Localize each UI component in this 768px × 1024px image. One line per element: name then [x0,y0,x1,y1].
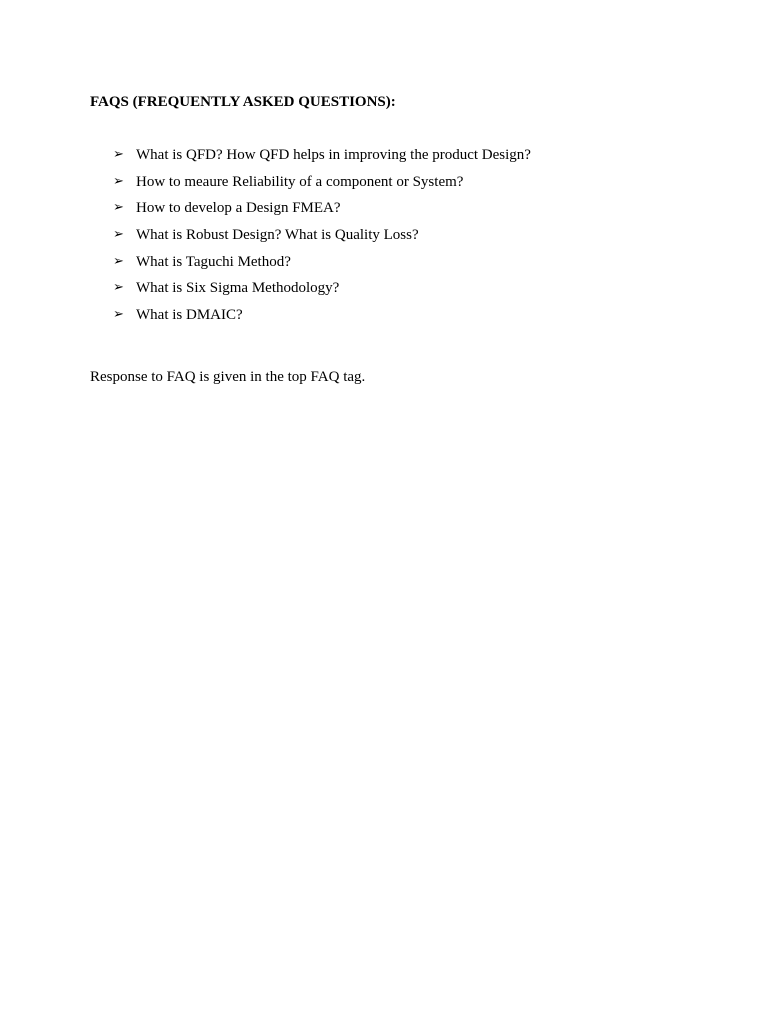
faq-question: What is Robust Design? What is Quality Loss? [136,227,419,244]
arrow-bullet-icon: ➢ [113,307,124,323]
faq-question: What is QFD? How QFD helps in improving the product Design? [136,147,531,163]
faq-question: How to meaure Reliability of a component or System? [136,173,464,190]
faq-question: How to develop a Design FMEA? [136,200,341,217]
arrow-bullet-icon: ➢ [113,227,124,243]
faq-question: What is DMAIC? [136,307,243,324]
faq-question: What is Taguchi Method? [136,253,291,270]
faq-item [113,172,531,199]
response-note: Response to FAQ is given in the top FAQ tag. [90,369,366,385]
faq-heading: FAQS (FREQUENTLY ASKED QUESTIONS): [90,94,396,110]
faq-item [113,145,531,172]
arrow-bullet-icon: ➢ [113,173,124,189]
arrow-bullet-icon: ➢ [113,200,124,216]
faq-item [113,198,531,225]
arrow-bullet-icon: ➢ [113,280,124,296]
faq-list [113,145,531,332]
arrow-bullet-icon: ➢ [113,253,124,269]
arrow-bullet-icon: ➢ [113,147,124,162]
faq-item [113,252,531,279]
faq-question: What is Six Sigma Methodology? [136,280,340,297]
faq-item [113,305,531,332]
faq-item [113,225,531,252]
faq-item [113,278,531,305]
